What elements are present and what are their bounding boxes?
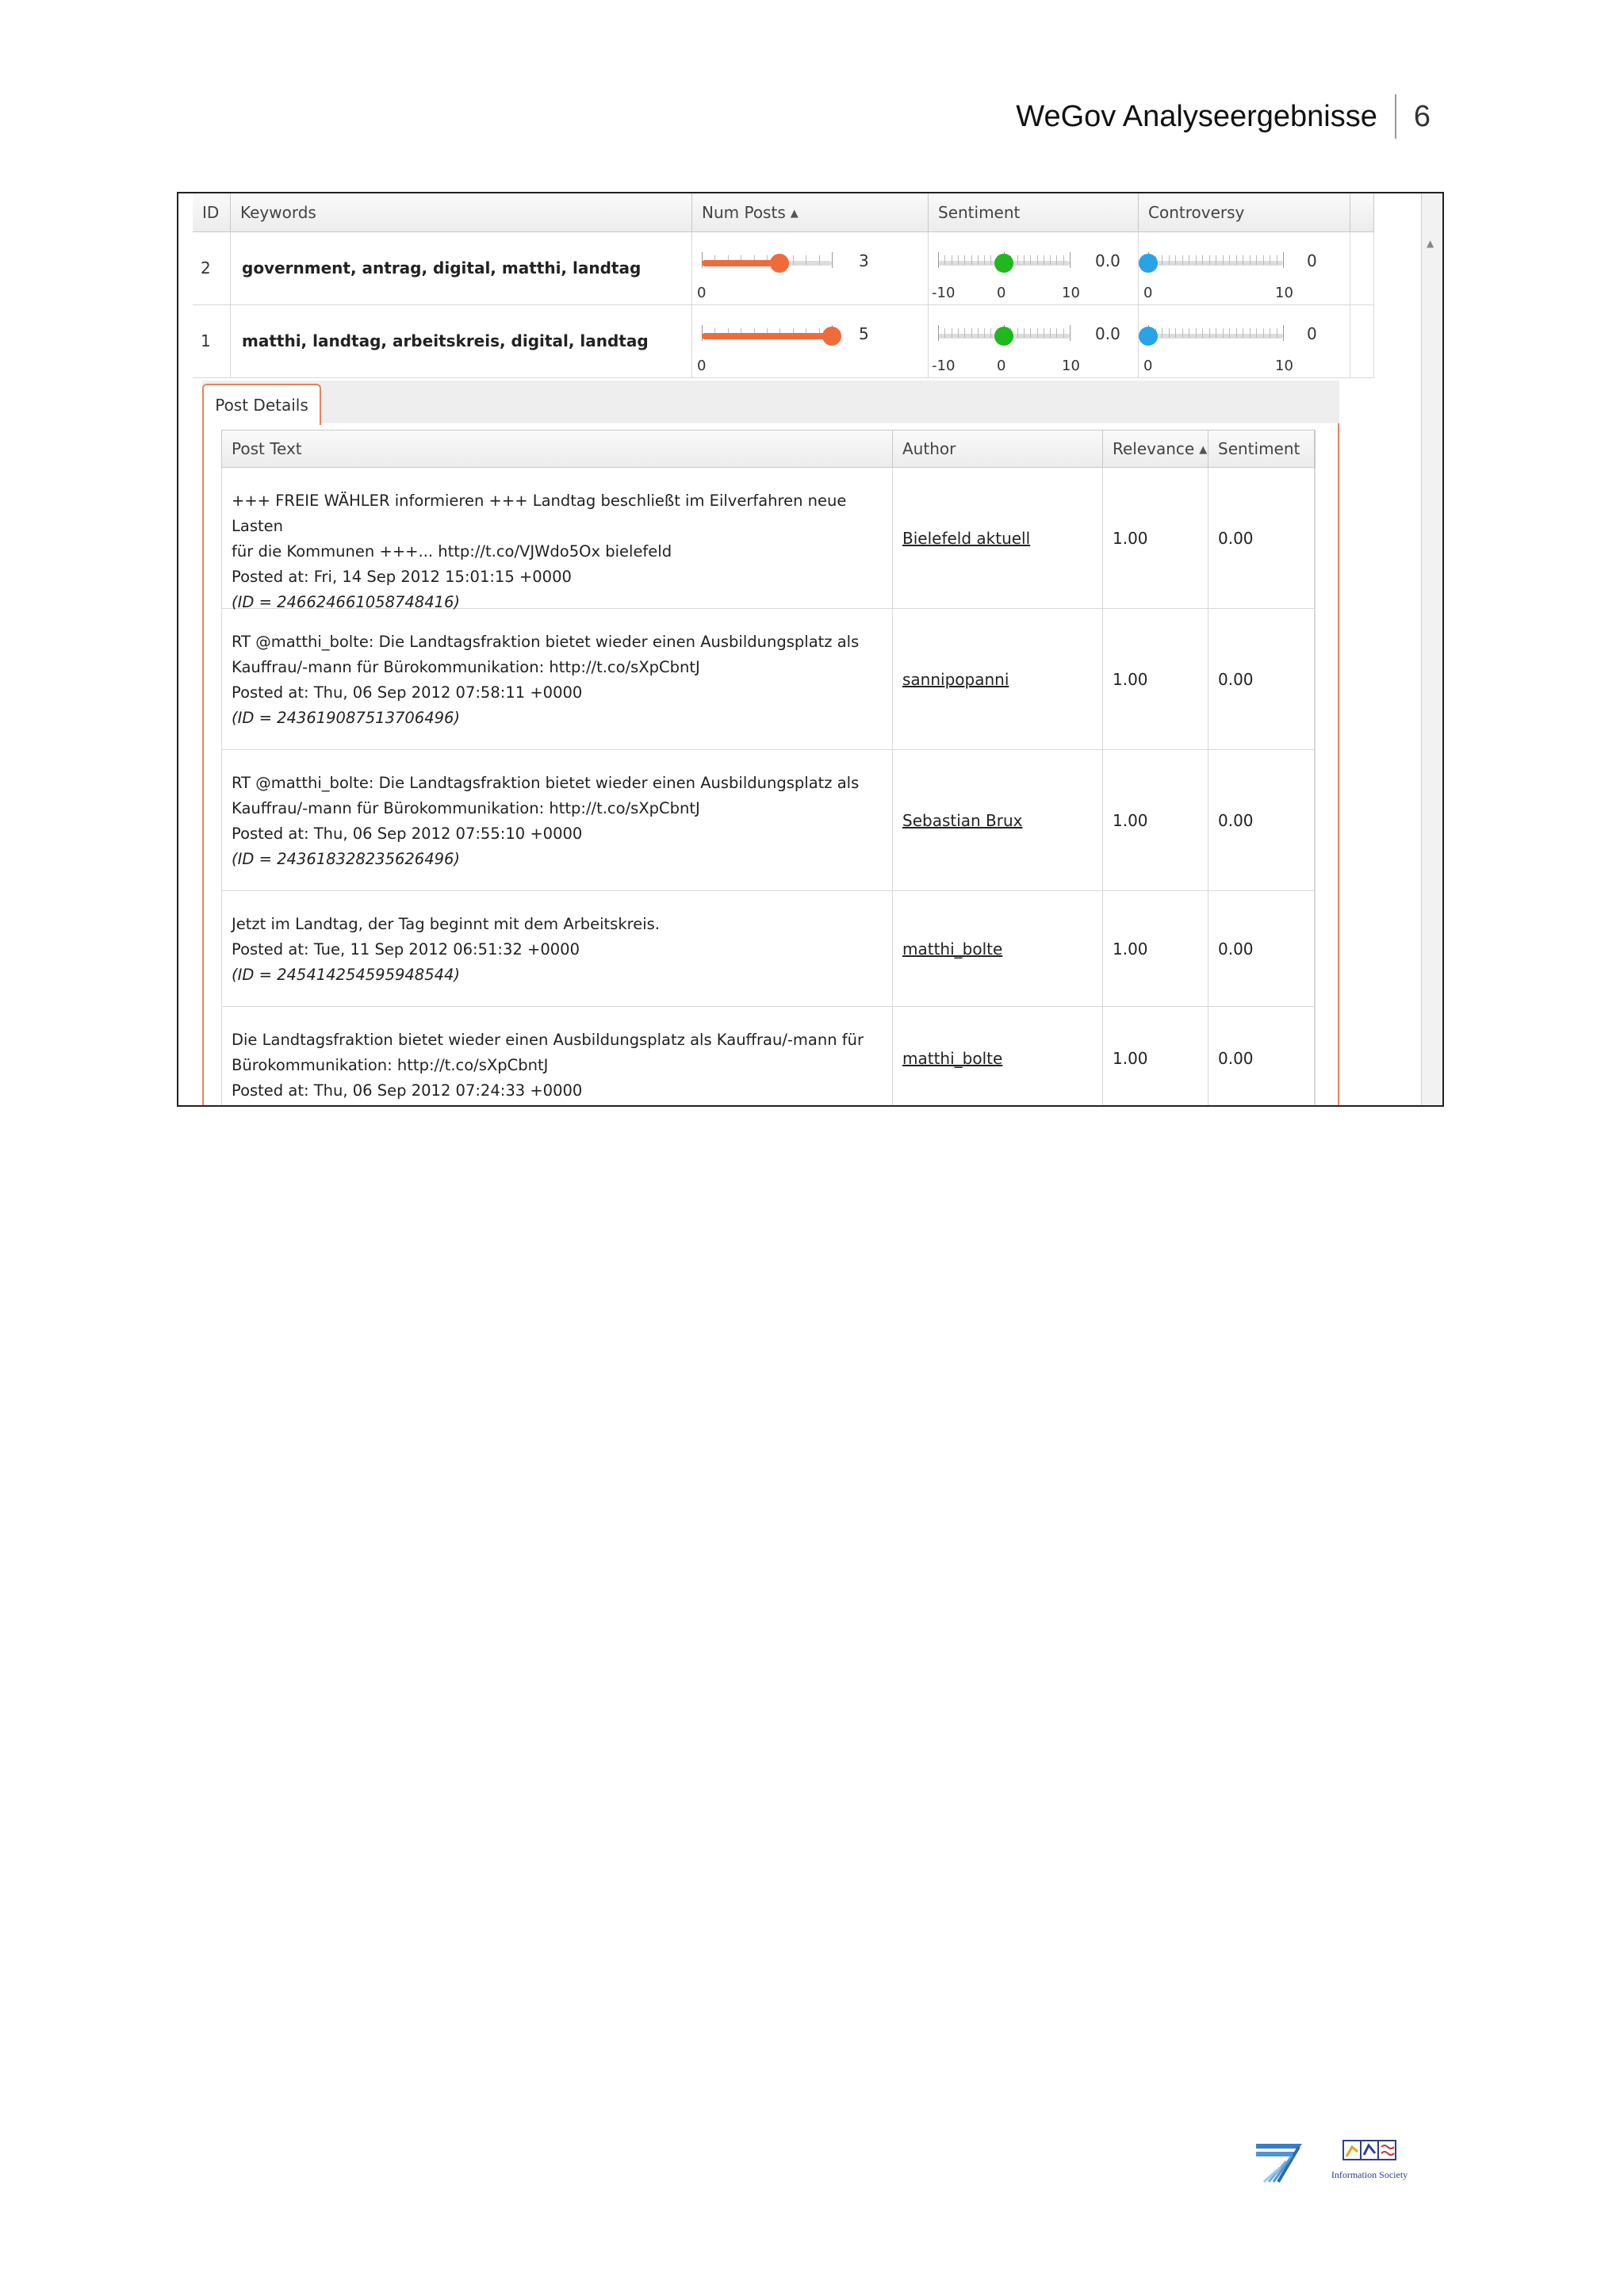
post-id: (ID = 245414254595948544) [232, 966, 461, 984]
slider-thumb[interactable] [1139, 327, 1158, 346]
topic-rows [193, 232, 1374, 378]
post-text [222, 609, 892, 731]
sentiment-cell [929, 305, 1139, 377]
slider-tick [1056, 255, 1057, 265]
slider-tick [1037, 328, 1038, 338]
col-header-num-posts[interactable] [692, 193, 929, 232]
post-relevance-cell [1103, 468, 1208, 608]
post-sentiment: 0.00 [1218, 1048, 1254, 1068]
post-line1: Die Landtagsfraktion bietet wieder einen Ausbildungsplatz als Kauffrau/-mann für [232, 1031, 864, 1049]
slider[interactable] [938, 258, 1070, 269]
sort-asc-icon: ▲ [1199, 444, 1208, 456]
col-header-post-sentiment[interactable]: Sentiment [1208, 430, 1315, 467]
slider-tick [1256, 255, 1257, 265]
slider-tick [1263, 255, 1264, 265]
post-sentiment-cell [1208, 891, 1315, 1006]
post-relevance: 1.00 [1113, 1048, 1148, 1068]
slider-tick [1236, 255, 1237, 265]
post-relevance: 1.00 [1113, 939, 1148, 959]
post-sentiment-cell [1208, 609, 1315, 749]
slider-tick [1209, 255, 1210, 265]
post-text-cell [222, 1007, 893, 1107]
controversy-cell [1139, 305, 1350, 377]
topic-keywords: matthi, landtag, arbeitskreis, digital, landtag [242, 331, 649, 350]
slider-tick [1037, 255, 1038, 265]
col-header-controversy[interactable]: Controversy [1139, 193, 1350, 232]
post-relevance: 1.00 [1113, 669, 1148, 689]
topic-row[interactable] [193, 305, 1374, 378]
information-society-mark [1326, 2137, 1413, 2169]
post-author-cell [893, 468, 1103, 608]
post-sentiment-cell [1208, 750, 1315, 890]
row-filler [1350, 232, 1374, 304]
slider-thumb[interactable] [994, 254, 1013, 273]
post-row[interactable] [221, 1007, 1316, 1107]
posts-header-row [221, 430, 1316, 468]
post-author-cell [893, 891, 1103, 1006]
num-posts-value: 5 [859, 324, 869, 343]
posts-table [221, 430, 1316, 1107]
controversy-axis-label: 0 [1143, 358, 1153, 374]
topics-table [193, 193, 1374, 378]
sentiment-axis-label: 10 [1062, 358, 1080, 374]
post-line2: Kauffrau/-mann für Bürokommunikation: http://t.co/sXpCbntJ [232, 658, 700, 676]
topic-id: 2 [201, 258, 211, 277]
slider-tick [1250, 328, 1251, 338]
post-line1: RT @matthi_bolte: Die Landtagsfraktion bietet wieder einen Ausbildungsplatz als [232, 774, 860, 792]
vertical-scrollbar[interactable] [1421, 193, 1442, 1105]
slider-tick [1283, 325, 1284, 341]
slider-thumb[interactable] [770, 254, 789, 273]
slider-tick [1202, 328, 1203, 338]
controversy-axis-label: 10 [1275, 285, 1293, 301]
post-author-wrap [893, 891, 1102, 1006]
slider-tick [978, 255, 979, 265]
post-text [222, 750, 892, 872]
slider-tick [1030, 255, 1031, 265]
slider-tick [1024, 255, 1025, 265]
slider-tick [1050, 255, 1051, 265]
slider[interactable] [702, 258, 832, 269]
post-sentiment-cell [1208, 1007, 1315, 1107]
information-society-logo [1326, 2137, 1413, 2187]
slider-tick [1263, 328, 1264, 338]
slider-tick [1017, 328, 1018, 338]
post-sentiment: 0.00 [1218, 669, 1254, 689]
row-filler [1350, 305, 1374, 377]
slider-tick [984, 255, 985, 265]
slider-tick [958, 255, 959, 265]
slider-tick [944, 328, 945, 338]
controversy-axis-label: 0 [1143, 285, 1153, 301]
page-number: 6 [1413, 99, 1431, 133]
post-line1: +++ FREIE WÄHLER informieren +++ Landtag beschließt im Eilverfahren neue Lasten [232, 492, 847, 535]
slider-tick [1169, 328, 1170, 338]
slider-tick [971, 328, 972, 338]
post-author-cell [893, 750, 1103, 890]
post-author-link[interactable]: matthi_bolte [902, 939, 1003, 959]
post-line2: Bürokommunikation: http://t.co/sXpCbntJ [232, 1056, 549, 1074]
col-header-sentiment[interactable]: Sentiment [929, 193, 1139, 232]
slider-tick [819, 255, 820, 265]
post-sentiment: 0.00 [1218, 939, 1254, 959]
topic-keywords-cell [231, 305, 692, 377]
slider-tick [1229, 255, 1230, 265]
slider-tick [1070, 325, 1071, 341]
sentiment-axis-label: 0 [997, 358, 1006, 374]
slider-thumb[interactable] [1139, 254, 1158, 273]
post-line1: Jetzt im Landtag, der Tag beginnt mit dem Arbeitskreis. [232, 915, 660, 933]
slider-tick [978, 328, 979, 338]
slider-tick [1223, 328, 1224, 338]
slider-tick [1229, 328, 1230, 338]
post-author-cell [893, 609, 1103, 749]
topic-id: 1 [201, 331, 211, 350]
information-society-text: Information Society [1331, 2169, 1408, 2180]
slider-tick [1182, 255, 1183, 265]
post-sentiment: 0.00 [1218, 810, 1254, 830]
post-sentiment: 0.00 [1218, 528, 1254, 548]
screenshot-frame [177, 192, 1444, 1107]
slider-tick [1182, 328, 1183, 338]
post-text-cell [222, 750, 893, 890]
controversy-value: 0 [1307, 324, 1317, 343]
post-line2: Kauffrau/-mann für Bürokommunikation: http://t.co/sXpCbntJ [232, 799, 700, 817]
slider-tick [964, 255, 965, 265]
slider-thumb[interactable] [822, 327, 841, 346]
post-text [222, 891, 892, 988]
post-relevance-cell [1103, 891, 1208, 1006]
post-author-wrap [893, 609, 1102, 749]
slider-tick [1196, 328, 1197, 338]
topic-id-cell [193, 305, 231, 377]
post-row[interactable] [221, 750, 1316, 891]
slider-tick [971, 255, 972, 265]
scroll-up-icon[interactable]: ▲ [1427, 238, 1434, 249]
post-details-content [202, 423, 1339, 1107]
post-author-link[interactable]: matthi_bolte [902, 1048, 1003, 1068]
slider-tick [1063, 255, 1064, 265]
slider-tick [1063, 328, 1064, 338]
sentiment-value: 0.0 [1095, 251, 1120, 270]
post-relevance-cell [1103, 750, 1208, 890]
slider-tick [1030, 328, 1031, 338]
post-posted: Posted at: Tue, 11 Sep 2012 06:51:32 +0000 [232, 940, 580, 959]
slider-tick [944, 255, 945, 265]
tab-post-details[interactable]: Post Details [202, 384, 321, 425]
slider-tick [964, 328, 965, 338]
slider-tick [1202, 255, 1203, 265]
col-header-relevance-label: Relevance [1113, 439, 1195, 458]
post-sentiment-cell [1208, 468, 1315, 608]
slider-fill [702, 333, 832, 339]
slider-tick [1175, 328, 1176, 338]
post-posted: Posted at: Thu, 06 Sep 2012 07:55:10 +0000 [232, 825, 583, 843]
slider-tick [938, 325, 939, 341]
topic-id-cell [193, 232, 231, 304]
post-relevance: 1.00 [1113, 528, 1148, 548]
page-title: WeGov Analyseergebnisse [1016, 99, 1377, 133]
post-id: (ID = 243619087513706496) [232, 709, 461, 727]
fp7-logo [1254, 2141, 1304, 2183]
header-filler [1350, 193, 1374, 232]
slider[interactable] [702, 331, 832, 342]
post-line2: für die Kommunen +++... http://t.co/VJWdo5Ox bielefeld [232, 542, 672, 561]
post-text [222, 468, 892, 615]
sentiment-axis-label: 10 [1062, 285, 1080, 301]
slider-tick [958, 328, 959, 338]
col-header-author[interactable]: Author [893, 430, 1103, 467]
num-posts-cell [692, 232, 929, 304]
post-row[interactable] [221, 609, 1316, 750]
slider-tick [1256, 328, 1257, 338]
post-id: (ID = 246624661058748416) [232, 593, 461, 611]
slider-tick [1017, 255, 1018, 265]
slider-tick [1250, 255, 1251, 265]
slider-tick [1236, 328, 1237, 338]
slider-tick [1223, 255, 1224, 265]
post-posted: Posted at: Thu, 06 Sep 2012 07:58:11 +0000 [232, 683, 583, 702]
slider-tick [1169, 255, 1170, 265]
slider-tick [832, 252, 833, 268]
slider-tick [990, 255, 991, 265]
post-relevance-cell [1103, 609, 1208, 749]
tab-bar [202, 381, 1339, 426]
sentiment-axis-label: 0 [997, 285, 1006, 301]
num-posts-axis-min: 0 [697, 285, 707, 301]
slider-tick [984, 328, 985, 338]
slider-tick [793, 255, 794, 265]
sentiment-axis-label: -10 [932, 285, 956, 301]
topic-keywords: government, antrag, digital, matthi, landtag [242, 258, 642, 277]
slider-tick [1209, 328, 1210, 338]
num-posts-cell [692, 305, 929, 377]
post-text [222, 1007, 892, 1104]
post-details-panel [202, 381, 1339, 1107]
col-header-post-text[interactable]: Post Text [222, 430, 893, 467]
topic-keywords-cell [231, 232, 692, 304]
slider-tick [1175, 255, 1176, 265]
col-header-id[interactable]: ID [193, 193, 231, 232]
topic-row[interactable] [193, 232, 1374, 305]
num-posts-value: 3 [859, 251, 869, 270]
post-relevance: 1.00 [1113, 810, 1148, 830]
slider-tick [1050, 328, 1051, 338]
controversy-cell [1139, 232, 1350, 304]
num-posts-axis-min: 0 [697, 358, 707, 374]
slider-tick [938, 252, 939, 268]
page-header [1016, 94, 1431, 140]
topics-header-row [193, 193, 1374, 232]
post-rows [221, 468, 1316, 1107]
post-author-link[interactable]: Sebastian Brux [902, 810, 1023, 830]
sentiment-value: 0.0 [1095, 324, 1120, 343]
sentiment-axis-label: -10 [932, 358, 956, 374]
slider[interactable] [938, 331, 1070, 342]
post-line1: RT @matthi_bolte: Die Landtagsfraktion bietet wieder einen Ausbildungsplatz als [232, 633, 860, 651]
post-author-link[interactable]: Bielefeld aktuell [902, 528, 1031, 548]
post-author-cell [893, 1007, 1103, 1107]
slider-tick [1056, 328, 1057, 338]
post-text-cell [222, 891, 893, 1006]
post-text-cell [222, 609, 893, 749]
col-header-relevance[interactable] [1103, 430, 1208, 467]
post-row[interactable] [221, 891, 1316, 1007]
slider[interactable] [1148, 258, 1283, 269]
controversy-value: 0 [1307, 251, 1317, 270]
slider-tick [1196, 255, 1197, 265]
post-author-wrap [893, 468, 1102, 608]
post-text-cell [222, 468, 893, 611]
slider-tick [1024, 328, 1025, 338]
controversy-axis-label: 10 [1275, 358, 1293, 374]
post-author-link[interactable]: sannipopanni [902, 669, 1009, 689]
slider-thumb[interactable] [994, 327, 1013, 346]
post-row[interactable] [221, 468, 1316, 609]
col-header-num-posts-label: Num Posts [702, 203, 786, 222]
post-relevance-cell [1103, 1007, 1208, 1107]
post-id: (ID = 243618328235626496) [232, 850, 461, 868]
col-header-keywords[interactable]: Keywords [231, 193, 692, 232]
post-posted: Posted at: Thu, 06 Sep 2012 07:24:33 +0000 [232, 1081, 583, 1100]
sentiment-cell [929, 232, 1139, 304]
slider-fill [702, 260, 779, 266]
slider-tick [1283, 252, 1284, 268]
post-author-wrap [893, 1007, 1102, 1107]
post-author-wrap [893, 750, 1102, 890]
slider-tick [1070, 252, 1071, 268]
sort-asc-icon: ▲ [790, 208, 799, 220]
slider[interactable] [1148, 331, 1283, 342]
slider-tick [990, 328, 991, 338]
post-posted: Posted at: Fri, 14 Sep 2012 15:01:15 +0000 [232, 568, 572, 586]
